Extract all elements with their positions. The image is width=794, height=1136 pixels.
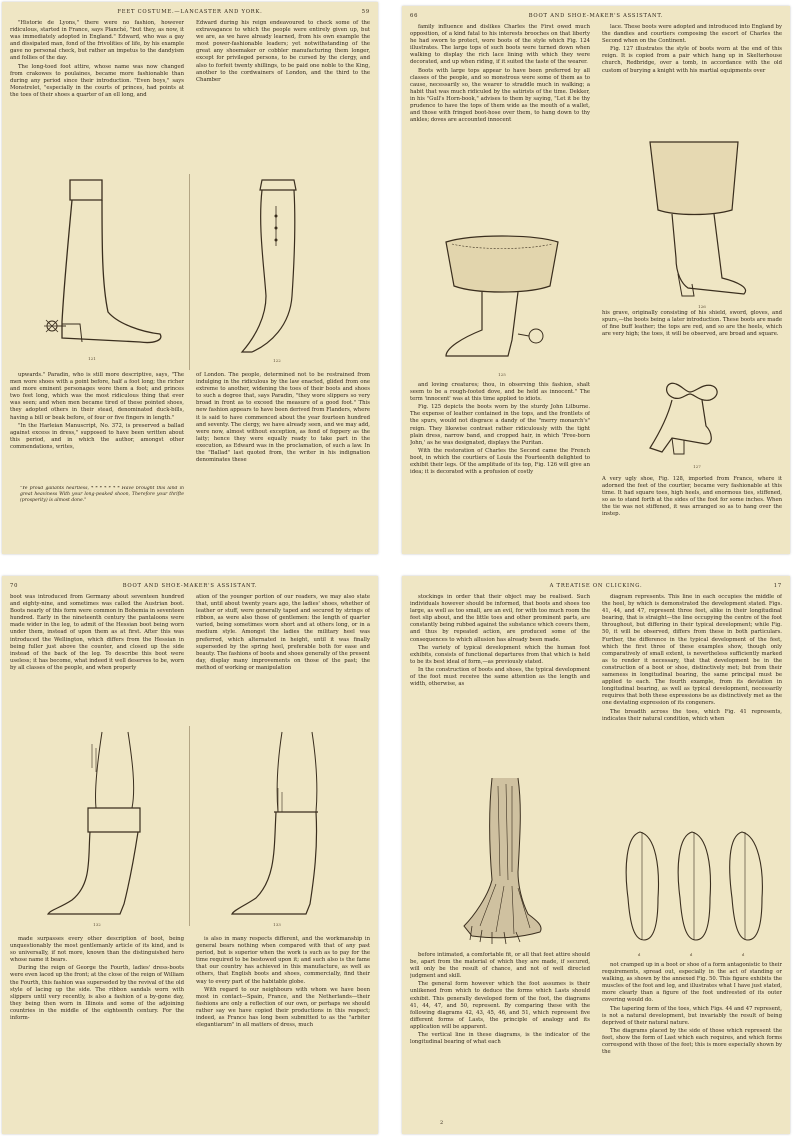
hessian-boot-with-leg-illustration <box>212 728 342 918</box>
page-number: 59 <box>361 9 370 15</box>
column-right-top: Edward during his reign endeavoured to check some of the extravagance to which the people were entirely given up, but we are, as we have already learned, from his own example the most power-fashionable leaders; yet notwithstanding of the great any shoemaker or cobbler manufacturing them longer, except for privileged persons, to be cursed by the clergy, and also to forfeit twenty shillings, to be paid one noble to the King, another to the cordwainers of London, and the third to the Chamber <box>196 20 370 83</box>
foot-muscle-anatomy-illustration <box>452 776 552 946</box>
page-header <box>10 7 370 17</box>
column-left-bottom: made surpasses every other description of boot, being unquestionably the most gentlemanly article of its kind, and is so universally, if not more, known than the distinguished hero whose name it bears. During the reign of George the Fourth, ladies' dress-boots were even laced up the front; at the close of the reign of William the Fourth, this fashion was superseded by the revival of the old style of lacing up the side. The ribbon sandals worn with slippers until very recently, is also a fashion of a by-gone day, they being then worn in Illinois and some of the adjoining countries in the middle of the eighteenth century. For the inform- <box>10 936 184 1022</box>
column-left-top: boot was introduced from Germany about seventeen hundred and eighty-nine, and sometimes was called the Austrian boot. Boots nearly of this form were common in Bohemia in seventeen hundred. Early in the nineteenth century the pantaloons were made wider in the leg, to admit of the Hessian boot being worn under them, instead of upon them as at first. After this was introduced the Wellington, which differs from the Hessian in being fuller just above the counter, and closed up the side instead of the back of the leg. To describe this boot were useless; it has become, what indeed it well deserves to be, worn by all classes of the people, and when properly <box>10 594 184 671</box>
column-right-top: ation of the younger portion of our readers, we may also state that, until about twenty years ago, the ladies' shoes, whether of leather or stuff, were generally taped and secured by strings of ribbon, as were also those of gentlemen: the length of quarter varied, being sometimes worn short and at others long, or in a medium style. Amongst the ladies the military heel was preferred, which alternated in height, until it was finally superseded by the spring heel, preferable both for ease and beauty. The fashions of boots and shoes generally of the present day, display many improvements on those of the past; the method of working or manipulation <box>196 594 370 671</box>
book-page-66 <box>402 6 790 554</box>
figure-number: 133 <box>273 922 281 927</box>
diagram-label: d <box>741 952 745 957</box>
running-title: BOOT AND SHOE-MAKER'S ASSISTANT. <box>122 583 258 589</box>
page-header <box>10 581 370 591</box>
footer-signature: 2 <box>440 1120 444 1126</box>
column-right-top: diagram represents. This line in each occupies the middle of the heel, by which is demonstrated the development stated. Figs. 41, 44, and 47, represent three feet, alike in their longitudinal bearing, that is straight—the line occupying the centre of the foot throughout, but differing in their typical development; while Fig. 50, it will be observed, differs from these in both particulars. Further, the difference in the typical development of the feet, which the first three of these examples show, though only comparatively of small extent, is nevertheless sufficiently marked as to render it necessary, that that development be in the construction of a boot or shoe, distinctively met; but from their sameness in longitudinal bearing, the same principal must be applied to each. The fourth example, from its deviation in longitudinal bearing, as well as typical development, necessarily requires that both these expressions be as distinctively met as the one deviating expression of its congeners. The breadth across the toes, which Fig. 41 represents, indicates their natural condition, which when <box>602 594 782 722</box>
column-right-bottom: of London. The people, determined not to be restrained from indulging in the ridiculous by the law enacted, glided from one extreme to another, widening the toes of their boots and shoes to such a degree that, says Paradin, "they wore slippers so very broad in front as to exceed the measure of a good foot." This new fashion appears to have been derived from Flanders, where it is said to have commenced about the year fourteen hundred and seventy. The clergy, we have already seen, and we may add, were now, almost without exception, as fond of foppery as the laity; hence they were equally ready to take part in the execution, as Edward was in the proclamation, of such a law. In the "Ballad" last quoted from, the writer in his indignation denominates these <box>196 372 370 464</box>
figure-number: 127 <box>693 464 701 469</box>
column-left-top: stockings in order that their object may be realised. Such individuals however should be informed, that boots and shoes too large, as well as too small, are an evil, for with too much room the feet slip about, and the little toes and other prominent parts, are constantly being rubbed against the substance which covers them, and thus by repeated action, are produced some of the consequences to which allusion has already been made. The variety of typical development which the human foot exhibits, consists of functional departures from that which is held to be its best ideal of form,—as previously stated. In the construction of boots and shoes, the typical development of the foot must receive the same attention as the length and width, otherwise, as <box>410 594 590 688</box>
foot-and-last-diagrams <box>618 828 768 950</box>
figure-number: 122 <box>273 358 281 363</box>
page-number: 70 <box>10 583 19 589</box>
hose-with-point-illustration <box>232 176 322 356</box>
column-right-bottom: A very ugly shoe, Fig. 128, imported from France, where it adorned the feet of the courtier, became very fashionable at this time. It had square toes, high heels, and enormous ties, stiffened, so as to stand forth at the sides of the foot for some inches. When the tie was not stiffened, it was arranged so as to hang over the instep. <box>602 476 782 518</box>
column-left-top: family influence and dislikes Charles the First owed much opposition, of a kind fatal to his interests brooches on that liberty he had sworn to protect, wore boots of the style which Fig. 124 illustrates. The large tops of such boots were turned down when walking to display the rich lace lining with which they were decorated, and up when riding, if it suited the taste of the wearer. Boots with large tops appear to have been preferred by all classes of the people, and so monstrous were some of them as to cause, necessarily so, the wearer to straddle much in walking; a habit that was much ridiculed by the satirists of the time. Dekker, in his "Gull's Horn-book," advises to them by saying, "Let it be thy prudence to have the tops of them wide as the mouth of a wallet, and those with fringed boot-hose over them, to hang down to thy ankles; doves are accounted innocent <box>410 24 590 124</box>
wellington-boot-with-leg-illustration <box>32 728 162 918</box>
book-page-17 <box>402 576 790 1134</box>
column-left-bottom: upwards." Paradin, who is still more descriptive, says, "The men wore shoes with a point before, half a foot long; the richer and more eminent personages wore them a foot; and princes two feet long, which was the most ridiculous thing that ever was seen; and when men became tired of these pointed shoes, they adopted others in their stead, denominated duck-bills, having a bill or beak before, of four or five fingers in length." "In the Harleian Manuscript, No. 372, is preserved a ballad against excess in dress," supposed to have been written about this period, and in which the author, amongst other commendations, writes, <box>10 372 184 450</box>
ballad-quote: "Ye proud gallants heartless, * * * * * * * Have brought this land in great heaviness With your long-peaked shoon, Therefore your thrifte (prosperity) is almost done." <box>20 486 184 503</box>
column-left-bottom: and loving creatures; thou, in observing this fashion, shalt seem to be a rough-footed dove, and be held as innocent." The term 'innocent' was at this time applied to idiots. Fig. 125 depicts the boots worn by the sturdy John Lilburne. The expense of leather contained in the tops, and the frontlets of the spurs, would not disgrace a dandy of the "merry monarch's" reign. They likewise contrast rather ridiculously with the tight plain dress, narrow band, and cropped hair, in which 'Free-born John,' as he was designated, displays the Puritan. With the restoration of Charles the Second came the French boot, in which the courtiers of Louis the Fourteenth delighted to exhibit their legs. Of the amplitude of its top, Fig. 126 will give an idea; it is decorated with a profusion of costly <box>410 382 590 476</box>
column-right-top: lace. These boots were adopted and introduced into England by the dandies and courtiers composing the escort of Charles the Second when on the Continent. Fig. 127 illustrates the style of boots worn at the end of this reign. It is copied from a pair which hang up in Skelterhouse church, Redbridge, over a tomb, in accordance with the old custom of burying a knight with his martial equipments over <box>602 24 782 74</box>
page-header <box>410 581 782 591</box>
large-top-boot-illustration <box>432 230 572 370</box>
book-page-70 <box>2 576 378 1134</box>
page-header <box>410 11 782 21</box>
figure-number: 125 <box>498 372 506 377</box>
column-rule <box>189 174 190 370</box>
column-rule <box>189 726 190 926</box>
column-left-bottom: before intimated, a comfortable fit, or all that feet attire should be, apart from the material of which they are made, if secured, will only be the result of chance, and not of well directed judgment and skill. The general form however which the foot assumes is their unlikened from which to deduce the forms which Lasts should exhibit. This generally developed form of the foot, the diagrams 41, 44, 47, and 50, represent. By comparing these with the following diagrams 42, 43, 45, 46, and 51, which represent five different forms of Lasts, the principle of analogy and its application will be apparent. The vertical line in these diagrams, is the indicator of the longitudinal bearing of what each <box>410 952 590 1046</box>
diagram-label: d <box>689 952 693 957</box>
figure-number: 121 <box>88 356 96 361</box>
column-right-bottom: not cramped up in a boot or shoe of a form antagonistic to their requirements, spread out, especially in the act of standing or walking, as shown by the annexed Fig. 50. This figure exhibits the muscles of the foot and leg, and illustrates what I have just stated, more clearly than a figure of the foot undivested of its outer covering would do. The tapering form of the toes, which Figs. 44 and 47 represent, is not a natural development, but invariably the result of being deprived of their natural nature. The diagrams placed by the side of those which represent the feet, show the form of Last which each requires, and which forms correspond with those of the feet; this is more especially shown by the <box>602 962 782 1056</box>
page-number: 66 <box>410 13 419 19</box>
shoe-with-bow-illustration <box>642 372 742 462</box>
diagram-label: d <box>637 952 641 957</box>
column-right-mid: his grave, originally consisting of his shield, sword, gloves, and spurs,—the boots being a later introduction. These boots are made of fine buff leather; the tops are red, and so are the heels, which are very high; the toes, it will be observed, are broad and square. <box>602 310 782 338</box>
figure-number: 132 <box>93 922 101 927</box>
boot-with-spur-illustration <box>22 174 172 354</box>
buff-boot-illustration <box>642 134 752 304</box>
book-page-59 <box>2 2 378 554</box>
column-right-bottom: is also in many respects different, and the workmanship in general bears nothing when compared with that of any past period, but is superior when the work is such as to pay for the time required to be bestowed upon it; and such also is the fame that our country has achieved in this manufacture, as well as others, that English boots and shoes, commercially, find their way to every part of the habitable globe. With regard to our neighbours with whom we have been most in contact—Spain, France, and the Netherlands—their fashions are only a reflection of our own, or perhaps we should rather say we have copied their productions in this respect; indeed, as France has long been submitted to as the "arbiter elegantiarum" in all matters of dress, much <box>196 936 370 1029</box>
column-left-top: "Historie de Lyons," there were no fashion, however ridiculous, started in France, says Planché, "but they, as now, it was immediately adopted in England." Edward, who was a gay and dissipated man, fond of the frivolities of life, by his example gave no personal check, but rather an impetus to the dandyism and follies of the day. The long-toed foot attire, whose name was now changed from crakowes to poulaines, became more fashionable than during any period since their introduction. "Even boys," says Monstrelet, "especially in the courts of princes, had points at the toes of their shoes a quarter of an ell long, and <box>10 20 184 98</box>
running-title: A TREATISE ON CLICKING. <box>549 583 643 589</box>
figure-number: 126 <box>698 304 706 309</box>
running-title: BOOT AND SHOE-MAKER'S ASSISTANT. <box>528 13 664 19</box>
page-number: 17 <box>773 583 782 589</box>
running-title: FEET COSTUME.—LANCASTER AND YORK. <box>117 9 263 15</box>
